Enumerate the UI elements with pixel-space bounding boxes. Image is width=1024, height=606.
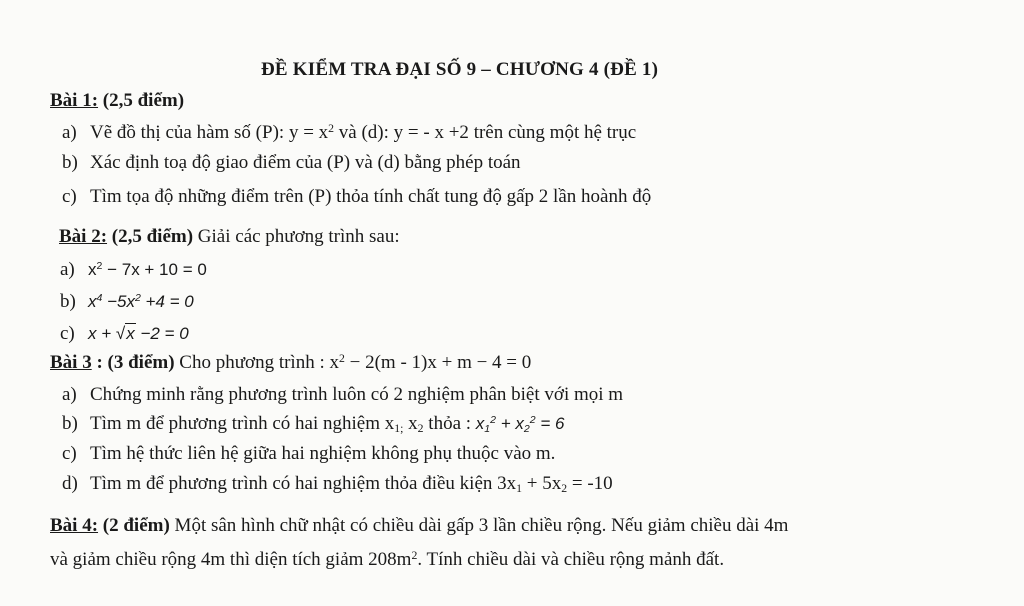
problem-3-label: Bài 3 xyxy=(50,352,92,373)
problem-3-heading xyxy=(50,353,531,372)
problem-3d-condition: $3x_1 + 5x_2 = -10$ xyxy=(497,473,613,495)
problem-1-points: (2,5 điểm) xyxy=(102,90,185,111)
problem-1a-text-2: và (d): xyxy=(334,122,394,143)
problem-1a-math-1: y = x xyxy=(288,122,329,143)
problem-1a xyxy=(62,123,636,142)
problem-4-label: Bài 4: xyxy=(50,515,99,536)
problem-2-label: Bài 2: xyxy=(59,226,108,247)
problem-1a-exponent: 2 xyxy=(328,121,335,135)
problem-1b-text: Xác định toạ độ giao điểm của (P) và (d) bằng phép toán xyxy=(90,152,521,173)
problem-4-heading xyxy=(50,516,788,535)
problem-2a-eq: $x^2 - 7x + 10 = 0$ xyxy=(88,260,207,279)
problem-3a xyxy=(62,385,623,404)
item-marker: a) xyxy=(60,259,75,280)
problem-1c xyxy=(62,187,651,206)
problem-1-heading xyxy=(50,91,184,110)
problem-1-label: Bài 1: xyxy=(50,90,99,111)
item-marker: c) xyxy=(62,443,77,464)
problem-1c-text: Tìm tọa độ những điểm trên (P) thỏa tính chất tung độ gấp 2 lần hoành độ xyxy=(90,186,652,207)
item-marker: d) xyxy=(62,473,78,494)
item-marker: b) xyxy=(62,152,78,173)
problem-2-points: (2,5 điểm) xyxy=(111,226,194,247)
problem-1a-text-1: Vẽ đồ thị của hàm số (P): xyxy=(90,122,289,143)
problem-2a xyxy=(60,260,207,279)
problem-3d-text: Tìm m để phương trình có hai nghiệm thỏa điều kiện xyxy=(90,473,498,494)
square-root-symbol: √x xyxy=(115,324,135,343)
item-marker: a) xyxy=(62,122,77,143)
problem-2c-eq: x + √x −2 = 0 xyxy=(88,324,189,343)
problem-1a-math-2: y = - x +2 xyxy=(393,122,469,143)
problem-4-line-2: và giảm chiều rộng 4m thì diện tích giảm $208m^2$. Tính chiều dài và chiều rộng mảnh đất. xyxy=(50,548,725,570)
item-marker: b) xyxy=(62,413,78,434)
problem-3-points: : (3 điểm) xyxy=(91,352,175,373)
problem-3b-condition: $x_1^2 + x_2^2 = 6$ xyxy=(475,414,565,435)
item-marker: c) xyxy=(62,186,77,207)
exam-title: ĐỀ KIỂM TRA ĐẠI SỐ 9 – CHƯƠNG 4 (ĐỀ 1) xyxy=(261,59,659,80)
problem-2c xyxy=(60,324,189,343)
problem-2-intro: Giải các phương trình sau: xyxy=(193,226,400,247)
problem-3d xyxy=(62,474,613,493)
problem-1a-text-3: trên cùng một hệ trục xyxy=(468,122,637,143)
problem-4-line-1: Một sân hình chữ nhật có chiều dài gấp 3 lần chiều rộng. Nếu giảm chiều dài 4m xyxy=(169,515,789,536)
problem-2-heading xyxy=(59,227,400,246)
problem-3-equation: $x^2 - 2(m - 1)x + m - 4 = 0$ xyxy=(329,351,532,373)
problem-4-points: (2 điểm) xyxy=(102,515,170,536)
problem-3b-text: Tìm m để phương trình có hai nghiệm xyxy=(90,413,385,434)
problem-2b xyxy=(60,292,194,311)
item-marker: a) xyxy=(62,384,77,405)
problem-3b: b) Tìm m để phương trình có hai nghiệm $x_{1;}$ $x_2$ thỏa : $x_1^2 + x_2^2 = 6$ xyxy=(62,413,565,435)
problem-3a-text: Chứng minh rằng phương trình luôn có 2 nghiệm phân biệt với mọi m xyxy=(90,384,624,405)
problem-1b xyxy=(62,153,521,172)
item-marker: c) xyxy=(60,323,75,344)
problem-3c-text: Tìm hệ thức liên hệ giữa hai nghiệm không phụ thuộc vào m. xyxy=(90,443,556,464)
problem-2b-eq: $x^4 -5x^2 +4 = 0$ xyxy=(88,292,194,311)
problem-3c xyxy=(62,444,555,463)
problem-3-intro: Cho phương trình : xyxy=(174,352,330,373)
item-marker: b) xyxy=(60,291,76,312)
